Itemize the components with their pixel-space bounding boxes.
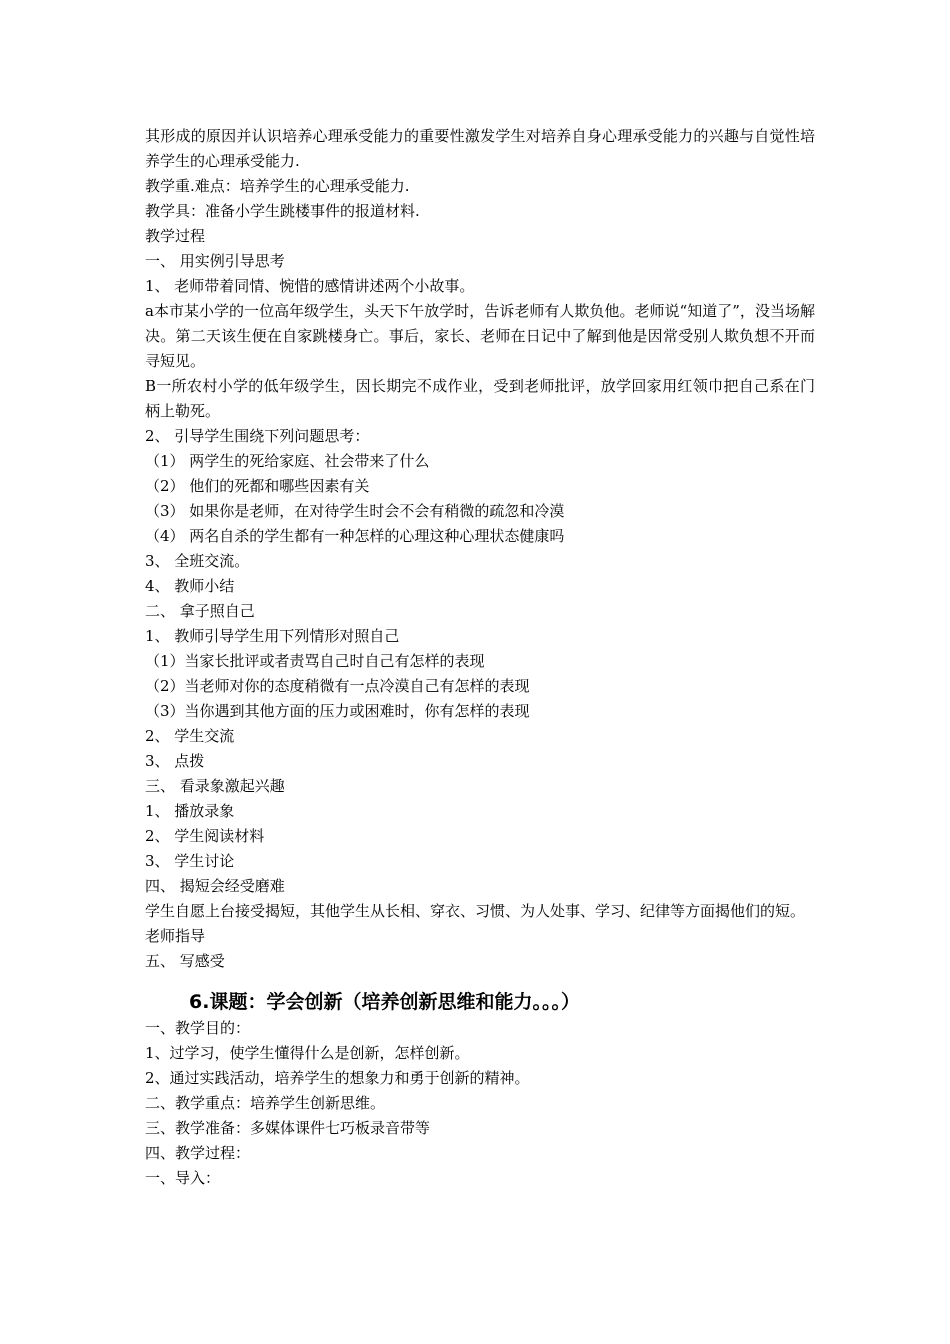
document-page [145, 124, 815, 1191]
reflection-2: （2）当老师对你的态度稍微有一点冷漠自己有怎样的表现 [145, 677, 530, 695]
section-1-step-4: 4、 教师小结 [145, 577, 235, 595]
intro-paragraph: 其形成的原因并认识培养心理承受能力的重要性激发学生对培养自身心理承受能力的兴趣与自觉性培养学生的心理承受能力. [145, 127, 815, 170]
question-4: （4） 两名自杀的学生都有一种怎样的心理这种心理状态健康吗 [145, 527, 565, 545]
section-1-step-3: 3、 全班交流。 [145, 552, 250, 570]
goal-1: 1、过学习，使学生懂得什么是创新，怎样创新。 [145, 1044, 470, 1062]
section-1-heading: 一、 用实例引导思考 [145, 252, 285, 270]
question-2: （2） 他们的死都和哪些因素有关 [145, 477, 370, 495]
section-4-guide: 老师指导 [145, 927, 206, 945]
section-2-heading: 二、 拿子照自己 [145, 602, 255, 620]
section-3-step-1: 1、 播放录象 [145, 802, 235, 820]
section-4-heading: 四、 揭短会经受磨难 [145, 877, 285, 895]
reflection-3: （3）当你遇到其他方面的压力或困难时，你有怎样的表现 [145, 702, 530, 720]
question-3: （3） 如果你是老师，在对待学生时会不会有稍微的疏忽和冷漠 [145, 502, 565, 520]
question-1: （1） 两学生的死给家庭、社会带来了什么 [145, 452, 430, 470]
section-5-heading: 五、 写感受 [145, 952, 225, 970]
story-b: B一所农村小学的低年级学生，因长期完不成作业，受到老师批评，放学回家用红领巾把自己系在门柄上勒死。 [145, 377, 815, 420]
preparation: 三、教学准备：多媒体课件七巧板录音带等 [145, 1119, 431, 1137]
goals-title: 一、教学目的： [145, 1019, 251, 1037]
section-2-step-3: 3、 点拨 [145, 752, 205, 770]
section-4-text: 学生自愿上台接受揭短，其他学生从长相、穿衣、习惯、为人处事、学习、纪律等方面揭他们的短。 [145, 902, 806, 920]
story-a: a本市某小学的一位高年级学生，头天下午放学时，告诉老师有人欺负他。老师说“知道了”，没当场解决。第二天该生便在自家跳楼身亡。事后，家长、老师在日记中了解到他是因常受别人欺负想不开而寻短见。 [145, 302, 815, 370]
process-title: 教学过程 [145, 227, 206, 245]
key-point: 二、教学重点：培养学生创新思维。 [145, 1094, 386, 1112]
lead-in: 一、导入： [145, 1169, 221, 1187]
section-2-step-1: 1、 教师引导学生用下列情形对照自己 [145, 627, 400, 645]
section-1-step-1: 1、 老师带着同情、惋惜的感情讲述两个小故事。 [145, 277, 475, 295]
section-3-step-3: 3、 学生讨论 [145, 852, 235, 870]
teaching-tools: 教学具：准备小学生跳楼事件的报道材料. [145, 202, 420, 220]
reflection-1: （1）当家长批评或者责骂自己时自己有怎样的表现 [145, 652, 485, 670]
process-heading: 四、教学过程： [145, 1144, 251, 1162]
teaching-focus: 教学重.难点：培养学生的心理承受能力. [145, 177, 410, 195]
section-2-step-2: 2、 学生交流 [145, 727, 235, 745]
section-3-heading: 三、 看录象激起兴趣 [145, 777, 285, 795]
lesson-6-title: 6.课题：学会创新（培养创新思维和能力。。。） [189, 991, 580, 1013]
section-3-step-2: 2、 学生阅读材料 [145, 827, 265, 845]
goal-2: 2、通过实践活动，培养学生的想象力和勇于创新的精神。 [145, 1069, 530, 1087]
section-1-step-2: 2、 引导学生围绕下列问题思考： [145, 427, 370, 445]
